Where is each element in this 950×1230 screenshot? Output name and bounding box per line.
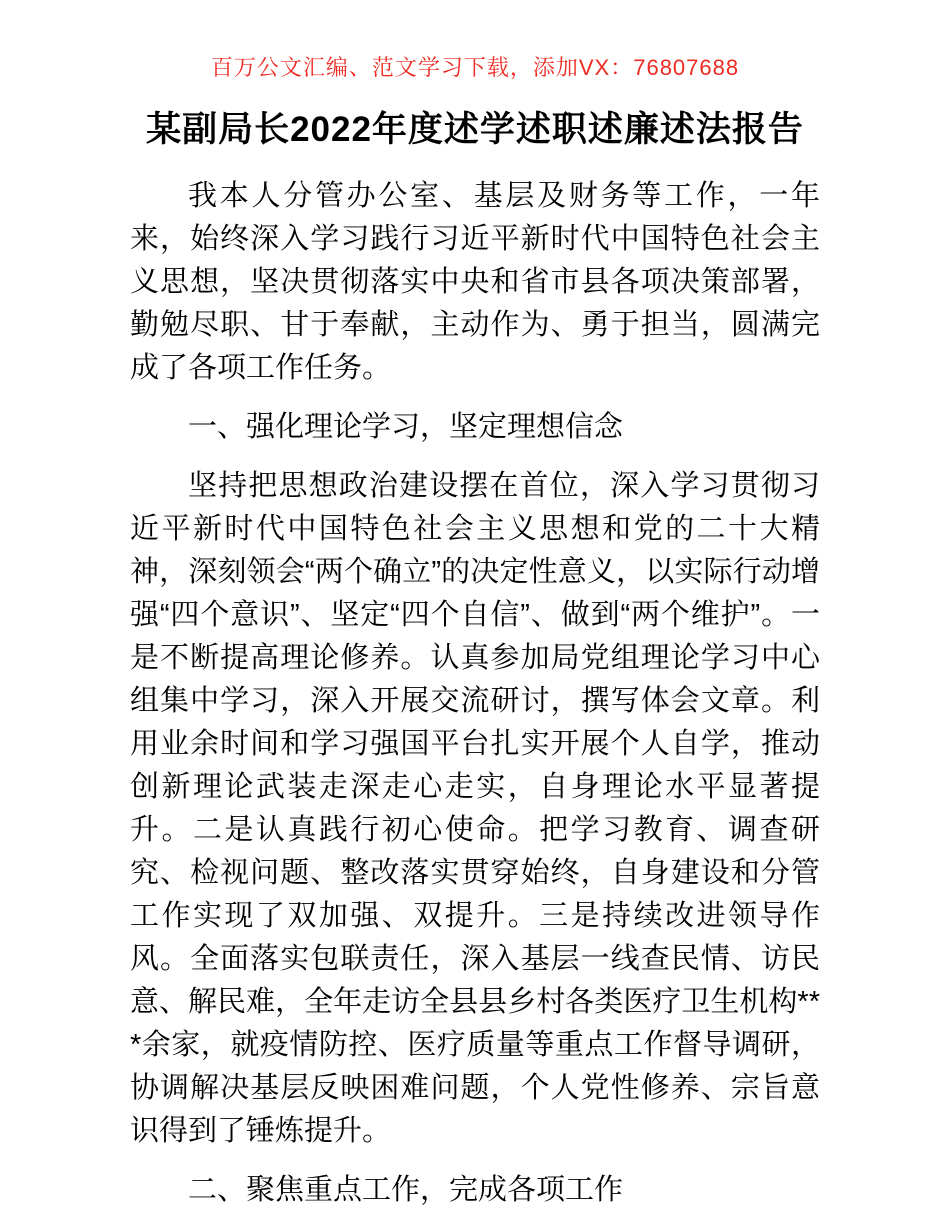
section-heading: 一、强化理论学习，坚定理想信念 — [188, 411, 624, 443]
document-title: 某副局长2022年度述学述职述廉述法报告 — [146, 110, 804, 149]
document-content — [130, 106, 820, 1212]
document-body — [130, 175, 820, 1212]
body-paragraph: 坚持把思想政治建设摆在首位，深入学习贯彻习近平新时代中国特色社会主义思想和党的二十大精神，深刻领会“两个确立”的决定性意义，以实际行动增强“四个意识”、坚定“四个自信”、做到“两个维护”。一是不断提高理论修养。认真参加局党组理论学习中心组集中学习，深入开展交流研讨，撰写体会文章。利用业余时间和学习强国平台扎实开展个人自学，推动创新理论武装走深走心走实，自身理论水平显著提升。二是认真践行初心使命。把学习教育、调查研究、检视问题、整改落实贯穿始终，自身建设和分管工作实现了双加强、双提升。三是持续改进领导作风。全面落实包联责任，深入基层一线查民情、访民意、解民难，全年走访全县县乡村各类医疗卫生机构***余家，就疫情防控、医疗质量等重点工作督导调研，协调解决基层反映困难问题，个人党性修养、宗旨意识得到了锤炼提升。 — [130, 470, 820, 1147]
body-paragraph: 我本人分管办公室、基层及财务等工作，一年来，始终深入学习践行习近平新时代中国特色社会主义思想，坚决贯彻落实中央和省市县各项决策部署，勤勉尽职、甘于奉献，主动作为、勇于担当，圆满完成了各项工作任务。 — [130, 180, 820, 384]
section-heading: 二、聚焦重点工作，完成各项工作 — [188, 1174, 624, 1206]
promo-banner: 百万公文汇编、范文学习下载，添加VX：76807688 — [210, 55, 740, 80]
